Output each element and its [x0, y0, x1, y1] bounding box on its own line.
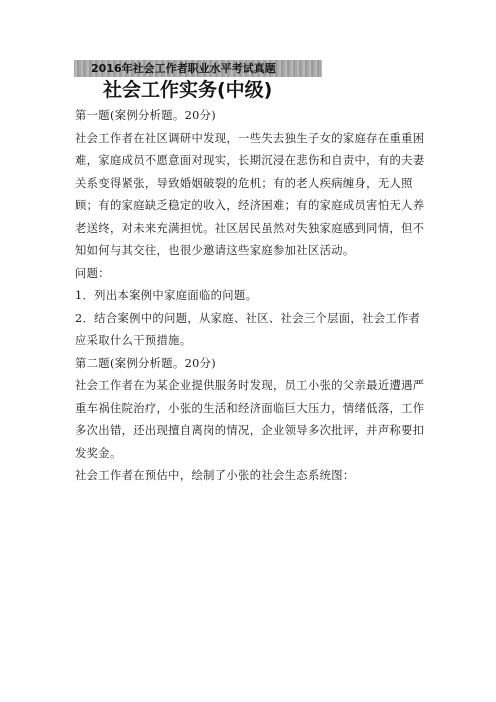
q2-body: 社会工作者在为某企业提供服务时发现，员工小张的父亲最近遭遇严重车祸住院治疗，小张的生活和经济面临巨大压力，情绪低落，工作多次出错，还出现擅自离岗的情况，企业领导多次批评，并声称要扣发奖金。: [75, 379, 425, 460]
q1-item-1: 1．列出本案例中家庭面临的问题。: [75, 289, 258, 302]
page-title: 社会工作实务(中级): [103, 79, 273, 101]
q2-heading: 第二题(案例分析题。20分): [75, 356, 217, 370]
document-body: [75, 105, 431, 488]
exam-banner: 2016年社会工作者职业水平考试真题: [74, 60, 322, 77]
q2-last-line: 社会工作者在预估中，绘制了小张的社会生态系统图：: [75, 469, 355, 482]
q1-questions-label: 问题：: [75, 266, 110, 280]
q1-heading: 第一题(案例分析题。20分): [75, 109, 217, 122]
q1-body: 社会工作者在社区调研中发现，一些失去独生子女的家庭存在重重困难，家庭成员不愿意面对现实，长期沉浸在悲伤和自责中，有的夫妻关系变得紧张，导致婚姻破裂的危机；有的老人疾病缠身，无人照顾；有的家庭缺乏稳定的收入，经济困难；有的家庭成员害怕无人养老送终，对未来充满担忧。社区居民虽然对失独家庭感到同情，但不知如何与其交往，也很少邀请这些家庭参加社区活动。: [75, 131, 425, 257]
q1-item-2: 2．结合案例中的问题，从家庭、社区、社会三个层面，社会工作者应采取什么干预措施。: [75, 311, 421, 347]
